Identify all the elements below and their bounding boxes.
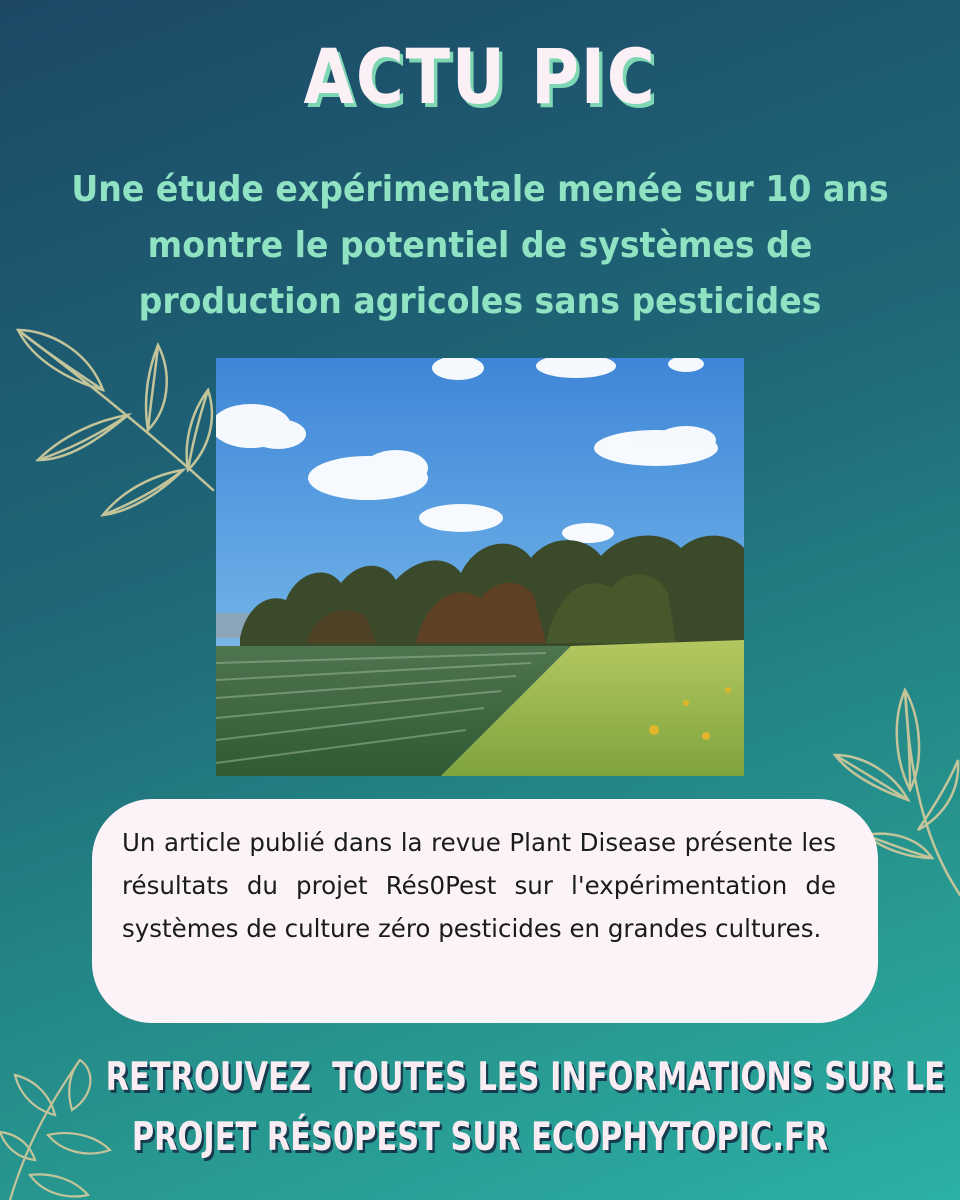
field-photo bbox=[216, 358, 744, 776]
leaf-branch-left-icon bbox=[8, 320, 223, 530]
footer-line-1: RETROUVEZ TOUTES LES INFORMATIONS SUR LE bbox=[105, 1055, 946, 1100]
article-card bbox=[92, 799, 878, 1023]
page-title: ACTU PIC bbox=[303, 32, 657, 121]
page-subtitle: Une étude expérimentale menée sur 10 ans montre le potentiel de systèmes de production agricoles sans pesticides bbox=[71, 169, 889, 322]
article-text: Un article publié dans la revue Plant Disease présente les résultats du projet Rés0Pest sur l'expérimentation de systèmes de culture zéro pesticides en grandes cultures. bbox=[122, 828, 836, 943]
footer-cta bbox=[105, 1048, 946, 1168]
footer-line-2: PROJET RÉS0PEST SUR ECOPHYTOPIC.FR bbox=[131, 1115, 829, 1160]
